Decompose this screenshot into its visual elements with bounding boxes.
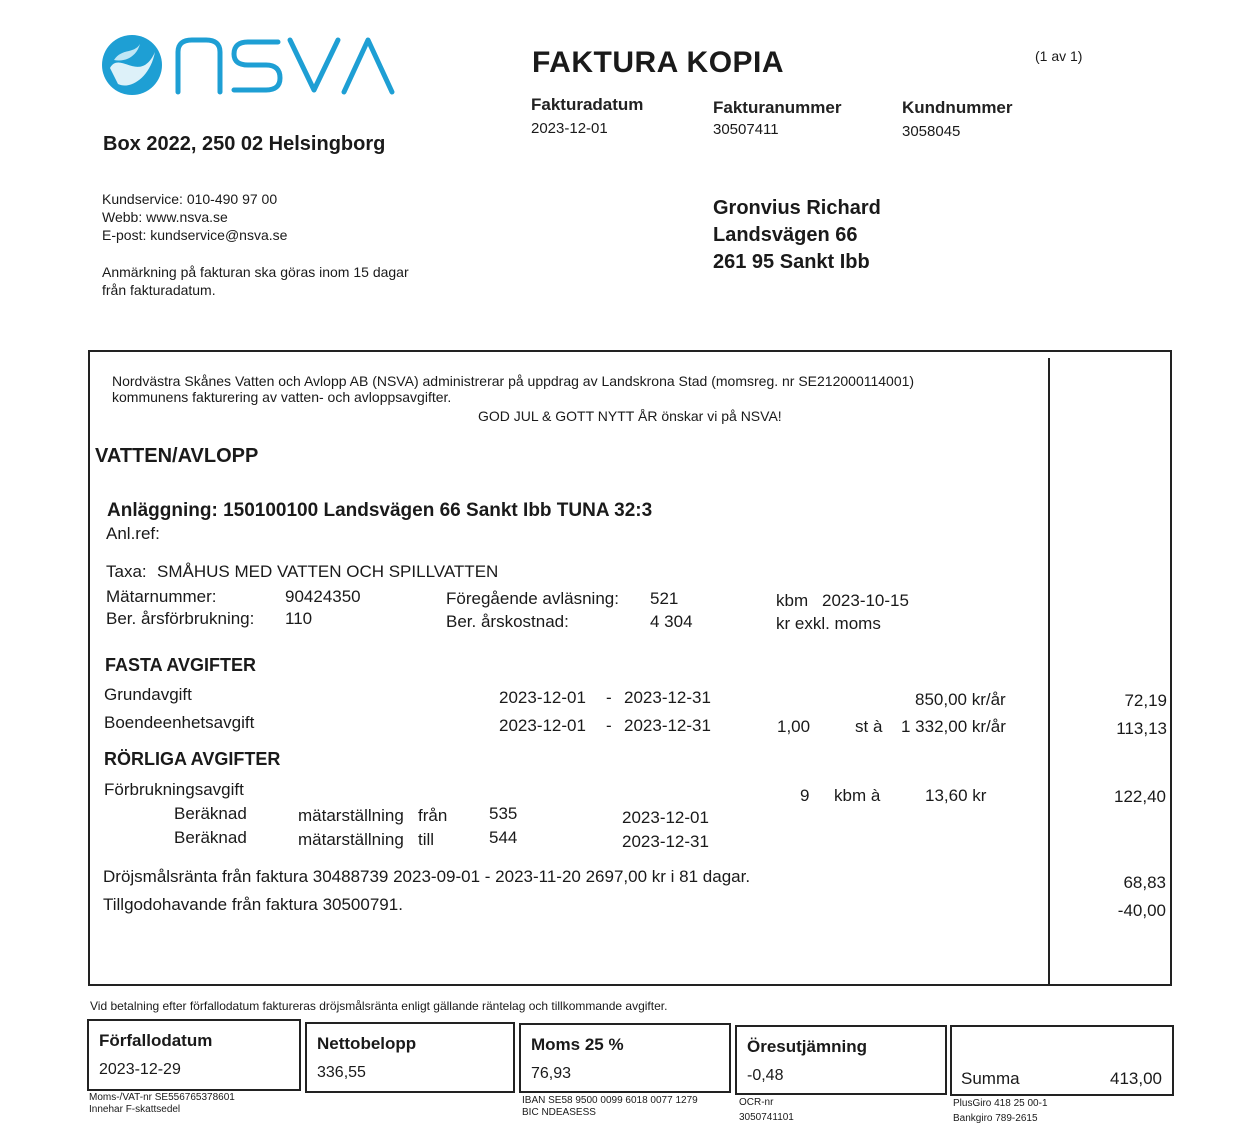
consumption-quantity: 9 [800, 786, 810, 805]
consumption-amount: 122,40 [1114, 787, 1166, 806]
vat-registration: Moms-/VAT-nr SE556765378601 [89, 1092, 235, 1103]
tariff-label: Taxa: [106, 562, 147, 581]
contact-phone: Kundservice: 010-490 97 00 [102, 191, 278, 207]
intro-line-2: kommunens fakturering av vatten- och avloppsavgifter. [112, 389, 452, 405]
bankgiro: Bankgiro 789-2615 [953, 1113, 1038, 1124]
tariff: SMÅHUS MED VATTEN OCH SPILLVATTEN [157, 562, 499, 581]
annual-cost: 4 304 [650, 612, 693, 631]
rounding-box [735, 1025, 947, 1095]
page-counter: (1 av 1) [1035, 48, 1083, 64]
customer-number: 3058045 [902, 123, 961, 140]
prev-reading-unit: kbm [776, 591, 809, 610]
fee-from-date: 2023-12-01 [499, 716, 586, 735]
reading-date: 2023-12-31 [622, 832, 709, 851]
reading-label: Beräknad [174, 828, 247, 847]
rounding-label: Öresutjämning [747, 1037, 867, 1056]
prev-reading-date: 2023-10-15 [822, 591, 909, 610]
f-tax-note: Innehar F-skattsedel [89, 1104, 181, 1115]
due-date: 2023-12-29 [99, 1061, 181, 1078]
plusgiro: PlusGiro 418 25 00-1 [953, 1098, 1048, 1109]
fee-quantity: 1,00 [777, 717, 811, 736]
interest-amount: 68,83 [1123, 873, 1166, 892]
fee-date-dash: - [606, 716, 612, 735]
reading-value: 535 [489, 804, 518, 823]
fee-from-date: 2023-12-01 [499, 688, 586, 707]
reading-value: 544 [489, 828, 518, 847]
variable-fees-title: RÖRLIGA AVGIFTER [104, 749, 281, 769]
reading-direction: från [418, 806, 448, 825]
reading-direction: till [418, 830, 435, 849]
consumption-price: 13,60 kr [925, 786, 987, 805]
fee-amount: 72,19 [1124, 691, 1167, 710]
annual-cost-label: Ber. årskostnad: [446, 612, 569, 631]
fixed-fees-title: FASTA AVGIFTER [105, 655, 256, 675]
section-title: VATTEN/AVLOPP [95, 445, 259, 467]
fee-unit: st à [855, 717, 883, 736]
sender-address: Box 2022, 250 02 Helsingborg [103, 133, 386, 155]
consumption-fee-name: Förbrukningsavgift [104, 780, 244, 799]
recipient-name: Gronvius Richard [713, 197, 881, 219]
fee-to-date: 2023-12-31 [624, 716, 711, 735]
reading-desc: mätarställning [298, 806, 404, 825]
nsva-logo [100, 30, 400, 100]
reading-date: 2023-12-01 [622, 808, 709, 827]
vat-box [519, 1023, 731, 1093]
facility-ref: Anl.ref: [106, 524, 160, 543]
rounding-amount: -0,48 [747, 1067, 784, 1084]
due-date-label: Förfallodatum [99, 1031, 213, 1050]
greeting: GOD JUL & GOTT NYTT ÅR önskar vi på NSVA! [478, 408, 782, 424]
net-amount: 336,55 [317, 1064, 366, 1081]
net-amount-label: Nettobelopp [317, 1034, 417, 1053]
contact-web: Webb: www.nsva.se [102, 209, 228, 225]
invoice-number: 30507411 [713, 121, 779, 138]
credit-amount: -40,00 [1117, 901, 1166, 920]
customer-number-label: Kundnummer [902, 98, 1013, 117]
total-amount: 413,00 [1110, 1069, 1162, 1088]
interest-line: Dröjsmålsränta från faktura 30488739 2023-09-01 - 2023-11-20 2697,00 kr i 81 dagar. [103, 867, 751, 886]
contact-email: E-post: kundservice@nsva.se [102, 227, 288, 243]
ocr-label: OCR-nr [739, 1097, 774, 1108]
facility: Anläggning: 150100100 Landsvägen 66 Sankt Ibb TUNA 32:3 [107, 500, 653, 521]
nsva-logo-graphic [100, 30, 400, 100]
meter-number: 90424350 [285, 587, 361, 606]
due-date-box [87, 1019, 301, 1091]
fee-date-dash: - [606, 688, 612, 707]
remark-line-1: Anmärkning på fakturan ska göras inom 15 dagar [102, 264, 409, 280]
ocr-number: 3050741101 [739, 1112, 794, 1123]
annual-usage-label: Ber. årsförbrukning: [106, 609, 255, 628]
reading-label: Beräknad [174, 804, 247, 823]
fee-to-date: 2023-12-31 [624, 688, 711, 707]
annual-usage: 110 [285, 609, 313, 628]
fee-amount: 113,13 [1116, 719, 1167, 738]
reading-desc: mätarställning [298, 830, 404, 849]
invoice-date-label: Fakturadatum [531, 95, 644, 114]
bic: BIC NDEASESS [522, 1107, 596, 1118]
fee-name: Grundavgift [104, 685, 192, 704]
total-box [950, 1025, 1174, 1096]
prev-reading-label: Föregående avläsning: [446, 589, 619, 608]
annual-cost-unit: kr exkl. moms [776, 614, 881, 633]
vat-amount: 76,93 [531, 1065, 572, 1082]
consumption-unit: kbm à [834, 786, 881, 805]
invoice-number-label: Fakturanummer [713, 98, 842, 117]
recipient-street: Landsvägen 66 [713, 224, 858, 246]
document-title: FAKTURA KOPIA [532, 46, 785, 79]
remark-line-2: från fakturadatum. [102, 282, 216, 298]
iban: IBAN SE58 9500 0099 6018 0077 1279 [522, 1095, 698, 1106]
intro-line-1: Nordvästra Skånes Vatten och Avlopp AB (NSVA) administrerar på uppdrag av Landskrona Stad (momsreg. nr SE212000114001) [112, 373, 915, 389]
late-payment-note: Vid betalning efter förfallodatum faktureras dröjsmålsränta enligt gällande räntelag och tillkommande avgifter. [90, 999, 668, 1013]
meter-label: Mätarnummer: [106, 587, 217, 606]
net-amount-box [305, 1022, 515, 1093]
total-label: Summa [961, 1069, 1020, 1088]
vat-label: Moms 25 % [531, 1035, 624, 1054]
credit-line: Tillgodohavande från faktura 30500791. [103, 895, 403, 914]
fee-price: 1 332,00 kr/år [901, 717, 1006, 736]
prev-reading: 521 [650, 589, 679, 608]
invoice-date: 2023-12-01 [531, 120, 608, 137]
fee-price: 850,00 kr/år [915, 690, 1006, 709]
recipient-city: 261 95 Sankt Ibb [713, 251, 870, 273]
fee-name: Boendeenhetsavgift [104, 713, 255, 732]
